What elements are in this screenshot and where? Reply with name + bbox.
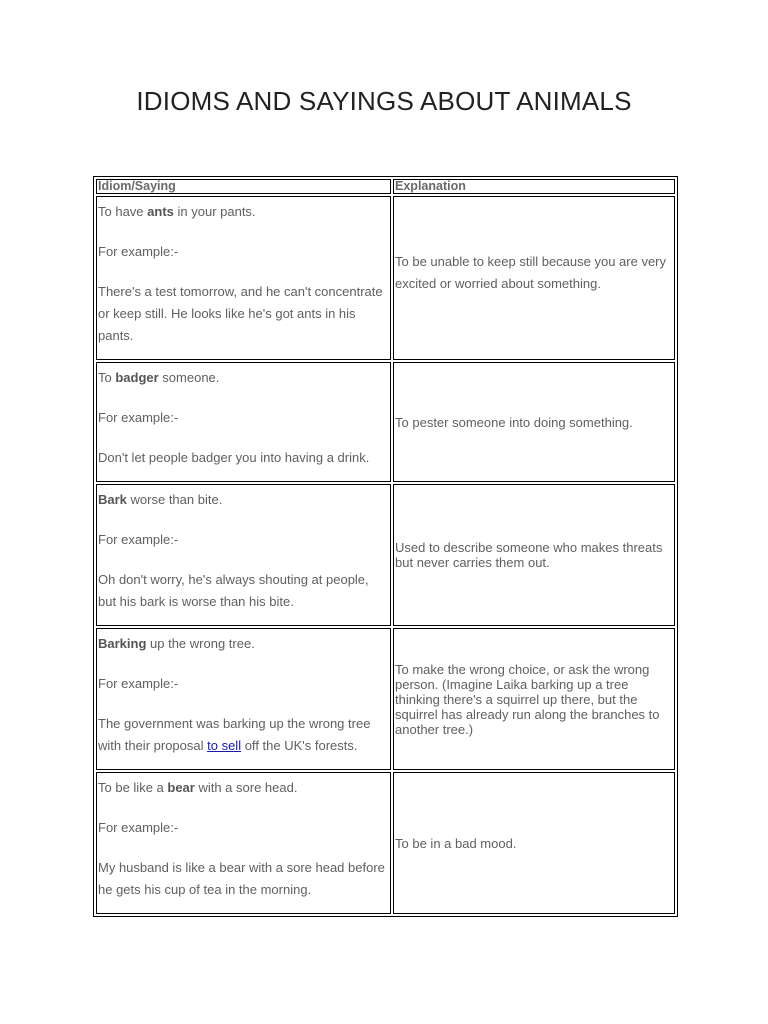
table-header-row [96,179,675,194]
idiom-cell [96,196,391,360]
idiom-keyword: badger [115,370,159,385]
explanation-cell: To be in a bad mood. [393,772,675,914]
example-text: My husband is like a bear with a sore head before he gets his cup of tea in the morning. [98,860,385,897]
example-label: For example:- [98,676,179,691]
idiom-cell [96,628,391,770]
idiom-cell [96,484,391,626]
idiom-keyword: Bark [98,492,127,507]
to-sell-link[interactable]: to sell [207,738,242,753]
table-row [96,196,675,360]
idiom-text: To badger someone. [98,370,220,385]
table-row [96,628,675,770]
idiom-cell [96,362,391,482]
explanation-cell: To pester someone into doing something. [393,362,675,482]
example-label: For example:- [98,820,179,835]
page-title: IDIOMS AND SAYINGS ABOUT ANIMALS [136,86,632,116]
explanation-cell: To be unable to keep still because you are very excited or worried about something. [393,196,675,360]
example-text: The government was barking up the wrong tree with their proposal to sell off the UK's forests. [98,716,371,753]
idiom-text: Barking up the wrong tree. [98,636,255,651]
header-explanation: Explanation [393,179,675,194]
idiom-cell [96,772,391,914]
table-row [96,484,675,626]
example-text: Oh don't worry, he's always shouting at people, but his bark is worse than his bite. [98,572,369,609]
example-text: There's a test tomorrow, and he can't concentrate or keep still. He looks like he's got ants in his pants. [98,284,383,343]
table-row [96,362,675,482]
example-text: Don't let people badger you into having a drink. [98,450,370,465]
table-row [96,772,675,914]
idiom-text: To have ants in your pants. [98,204,256,219]
example-label: For example:- [98,410,179,425]
idiom-keyword: Barking [98,636,147,651]
explanation-cell: To make the wrong choice, or ask the wrong person. (Imagine Laika barking up a tree thinking there's a squirrel up there, but the squirrel has already run along the branches to another tree.) [393,628,675,770]
idiom-text: To be like a bear with a sore head. [98,780,298,795]
idiom-keyword: bear [167,780,195,795]
explanation-cell: Used to describe someone who makes threats but never carries them out. [393,484,675,626]
example-label: For example:- [98,244,179,259]
example-label: For example:- [98,532,179,547]
idioms-table [93,176,678,917]
header-idiom: Idiom/Saying [96,179,391,194]
idiom-keyword: ants [147,204,174,219]
idiom-text: Bark worse than bite. [98,492,223,507]
